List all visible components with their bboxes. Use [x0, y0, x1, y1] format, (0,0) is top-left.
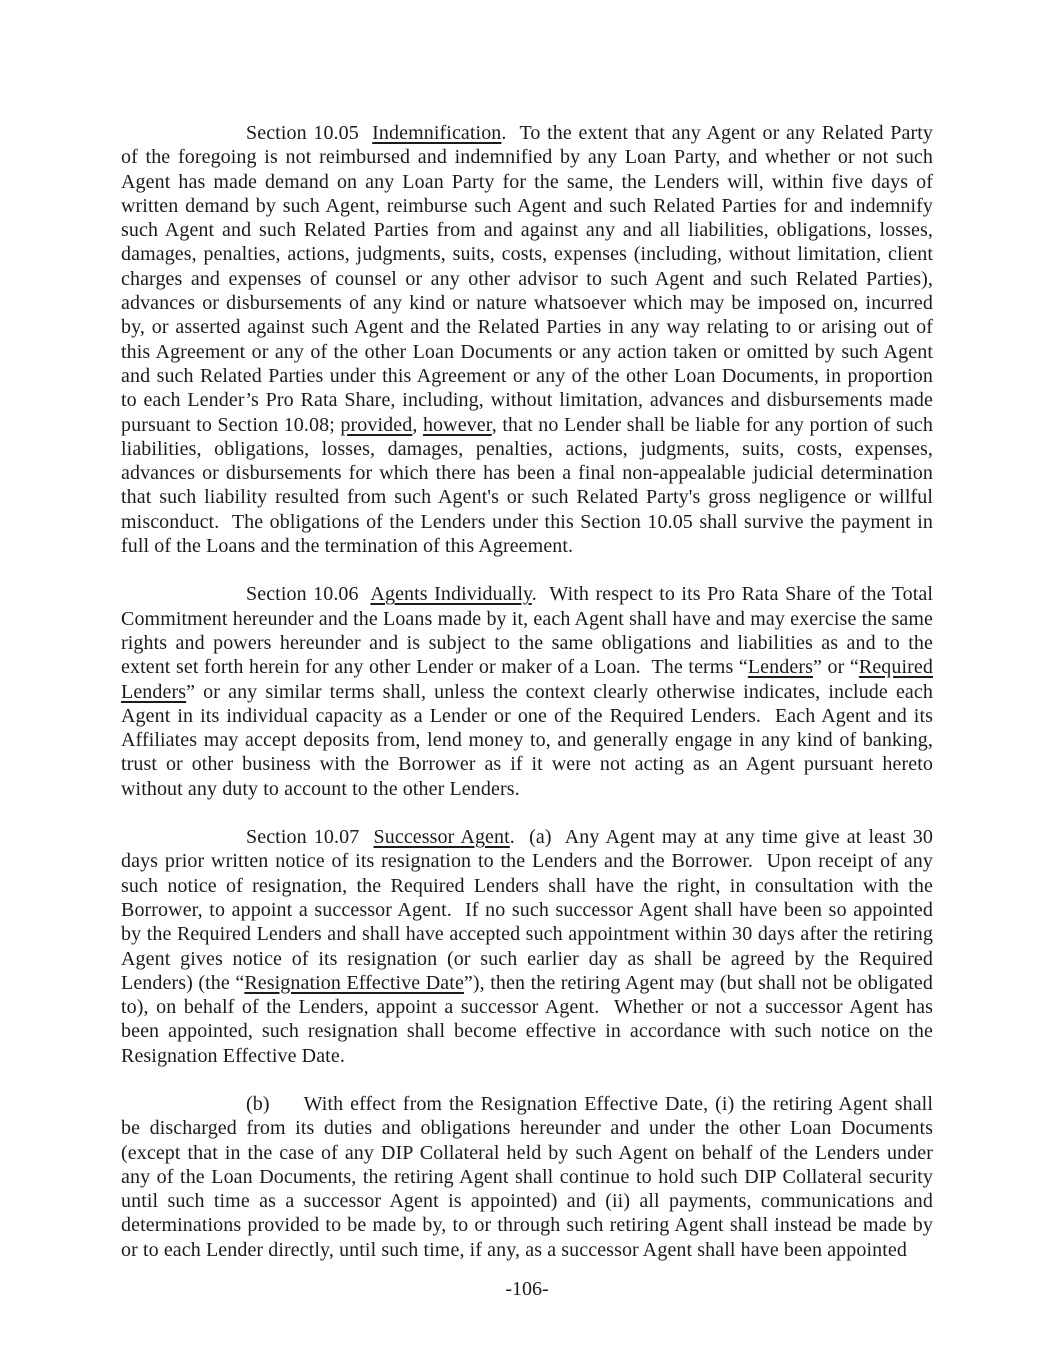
underlined-text-run: Resignation Effective Date: [244, 971, 464, 994]
underlined-text-run: Lenders: [747, 656, 813, 679]
paragraph-section-10-05: [121, 121, 933, 558]
paragraph-section-10-06: [121, 582, 933, 801]
text-run: . With respect to its Pro Rata Share of the Total Commitment hereunder and the Loans made by it, each Agent shall have and may exercise the same rights and powers hereunder and is subject to the same obligations and liabilities as and to the extent set forth herein for any other Lender or maker of a Loan. The terms “: [121, 583, 933, 679]
text-run: Section 10.05: [246, 122, 373, 144]
document-body: [121, 121, 933, 1262]
underlined-text-run: Agents Individually: [370, 583, 532, 606]
text-run: ” or any similar terms shall, unless the context clearly otherwise indicates, include each Agent in its individual capacity as a Lender or one of the Required Lenders. Each Agent and its Affiliates may accept deposits from, lend money to, and generally engage in any kind of banking, trust or other business with the Borrower as if it were not acting as an Agent pursuant hereto without any duty to account to the other Lenders.: [121, 680, 933, 800]
text-run: (b): [246, 1092, 270, 1115]
text-run: . (a) Any Agent may at any time give at least 30 days prior written notice of its resignation to the Lenders and the Borrower. Upon receipt of any such notice of resignation, the Required Lenders shall have the right, in consultation with the Borrower, to appoint a successor Agent. If no such successor Agent shall have been so appointed by the Required Lenders and shall have accepted such appointment within 30 days after the retiring Agent gives notice of its resignation (or such earlier day as shall be agreed by the Required Lenders) (the “: [121, 826, 933, 994]
text-run: ”), then the retiring Agent may (but shall not be obligated to), on behalf of the Lenders, appoint a successor Agent. Whether or not a successor Agent has been appointed, such resignation shall become effective in accordance with such notice on the Resignation Effective Date.: [121, 971, 933, 1067]
text-run: . To the extent that any Agent or any Related Party of the foregoing is not reimbursed and indemnified by any Loan Party, and whether or not such Agent has made demand on any Loan Party for the same, the Lenders will, within five days of written demand by such Agent, reimburse such Agent and such Related Parties for and indemnify such Agent and such Related Parties from and against any and all liabilities, obligations, losses, damages, penalties, actions, judgments, suits, costs, expenses (including, without limitation, client charges and expenses of counsel or any other advisor to such Agent and such Related Parties), advances or disbursements of any kind or nature whatsoever which may be imposed on, incurred by, or asserted against such Agent and the Related Parties in any way relating to or arising out of this Agreement or any of the other Loan Documents or any action taken or omitted by such Agent and such Related Parties under this Agreement or any of the other Loan Documents, in proportion to each Lender’s Pro Rata Share, including, without limitation, advances and disbursements made pursuant to Section 10.08;: [121, 122, 933, 436]
text-run: , that no Lender shall be liable for any portion of such liabilities, obligations, losses, damages, penalties, actions, judgments, suits, costs, expenses, advances or disbursements for which there has been a final non-appealable judicial determination that such liability resulted from such Agent's or such Related Party's gross negligence or willful misconduct. The obligations of the Lenders under this Section 10.05 shall survive the payment in full of the Loans and the termination of this Agreement.: [121, 413, 934, 558]
text-run: Section 10.07: [246, 826, 374, 849]
underlined-text-run: Required Lenders: [121, 656, 933, 703]
paragraph-section-10-07: [121, 825, 933, 1068]
underlined-text-run: Indemnification: [372, 122, 502, 144]
paragraph-subsection-b: [121, 1092, 933, 1262]
page-number: -106-: [505, 1278, 549, 1300]
text-run: ” or “: [812, 656, 859, 679]
text-run: With effect from the Resignation Effective Date, (i) the retiring Agent shall be discharged from its duties and obligations hereunder and under the other Loan Documents (except that in the case of any DIP Collateral held by such Agent on behalf of the Lenders under any of the Loan Documents, the retiring Agent shall continue to hold such DIP Collateral security until such time as a successor Agent is appointed) and (ii) all payments, communications and determinations provided to be made by, to or through such retiring Agent shall instead be made by or to each Lender directly, until such time, if any, as a successor Agent shall have been appointed: [121, 1092, 933, 1261]
text-run: ,: [412, 413, 423, 436]
underlined-text-run: however: [422, 413, 492, 436]
underlined-text-run: provided: [340, 413, 413, 436]
text-run: Section 10.06: [246, 583, 371, 606]
underlined-text-run: Successor Agent: [373, 826, 510, 849]
